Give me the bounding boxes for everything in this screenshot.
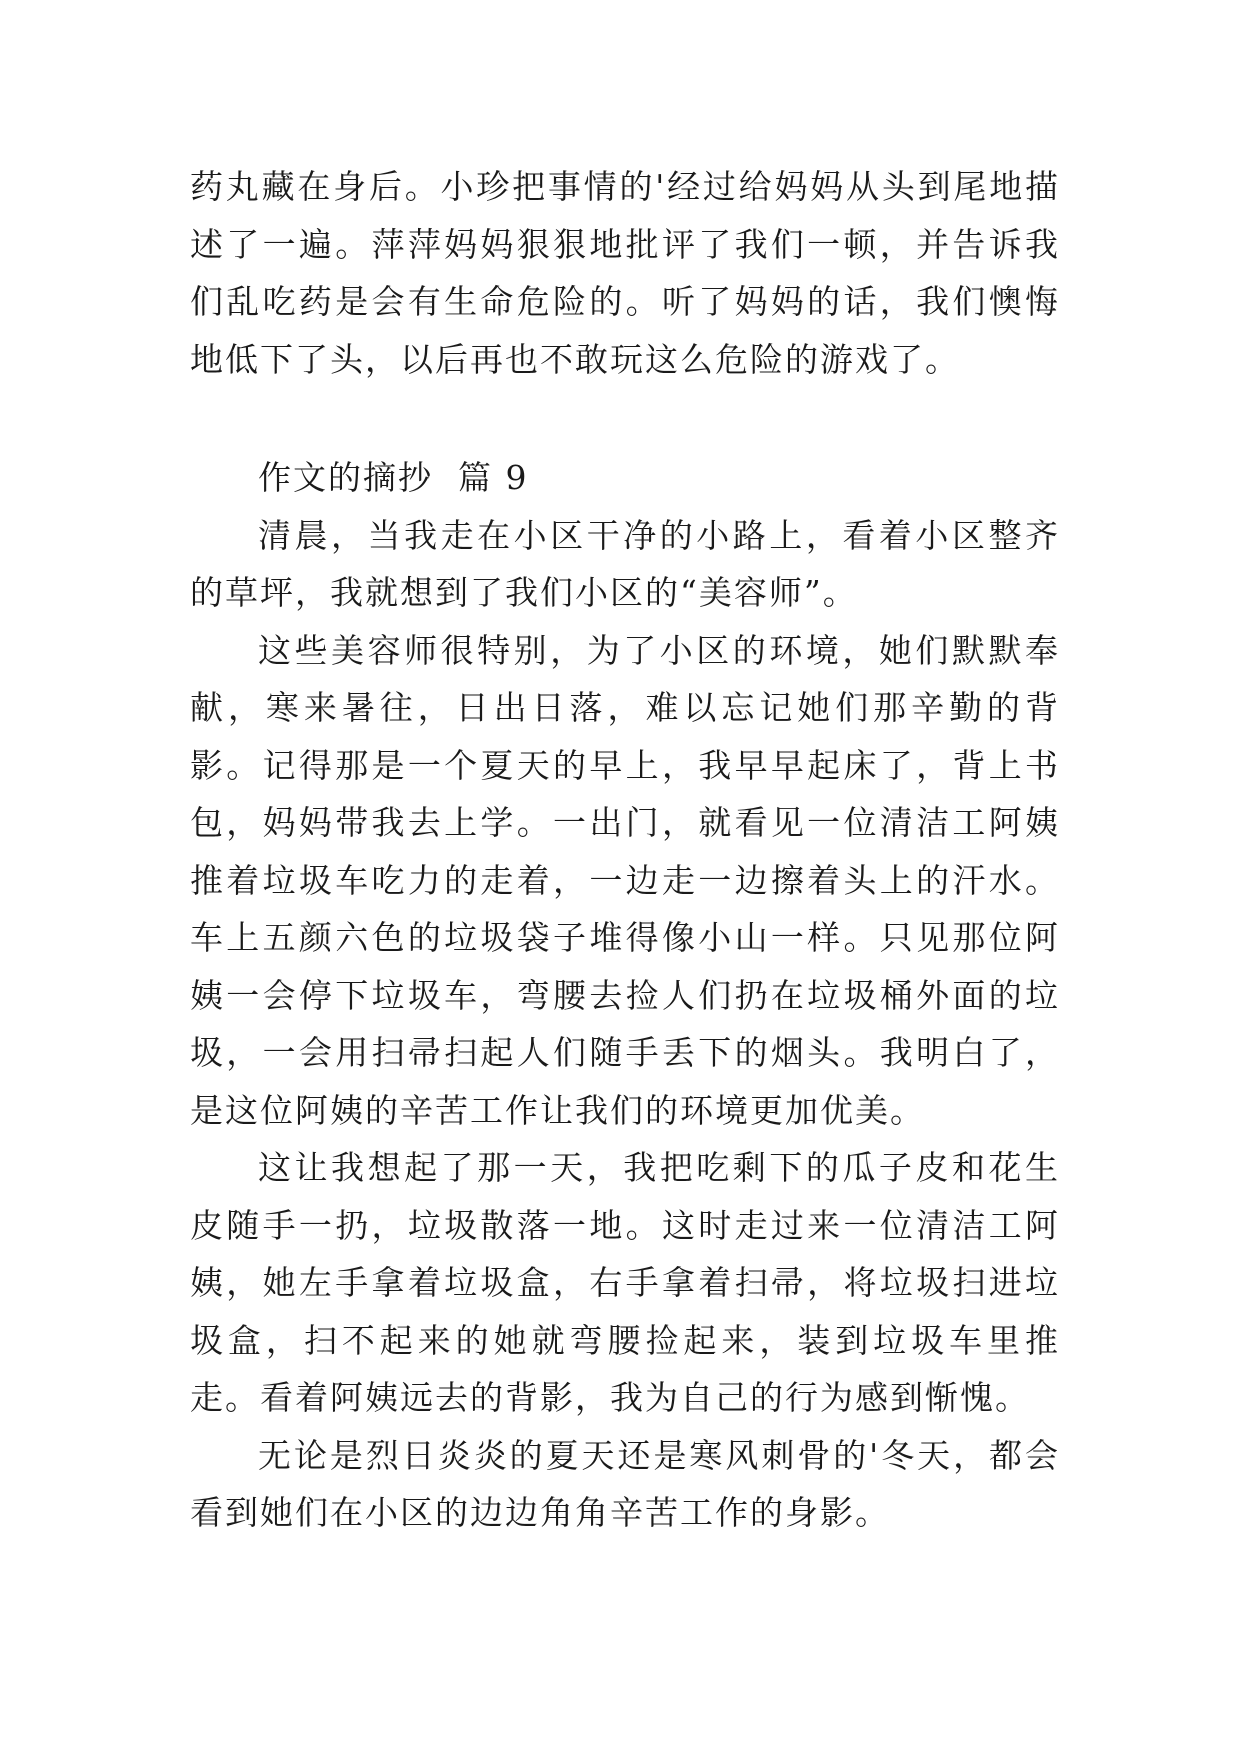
body-paragraph: 清晨，当我走在小区干净的小路上，看着小区整齐的草坪，我就想到了我们小区的“美容师”。 [190, 515, 1060, 612]
top-paragraph: 药丸藏在身后。小珍把事情的'经过给妈妈从头到尾地描述了一遍。萍萍妈妈狠狠地批评了我们一顿，并告诉我们乱吃药是会有生命危险的。听了妈妈的话，我们懊悔地低下了头，以后再也不敢玩这么危险的游戏了。 [190, 167, 1060, 379]
top-text-block [190, 158, 1060, 388]
section-heading: 作文的摘抄 篇 9 [258, 458, 529, 497]
body-paragraph: 无论是烈日炎炎的夏天还是寒风刺骨的'冬天，都会看到她们在小区的边边角角辛苦工作的身影。 [190, 1435, 1060, 1532]
body-paragraph: 这些美容师很特别，为了小区的环境，她们默默奉献，寒来暑往，日出日落，难以忘记她们那辛勤的背影。记得那是一个夏天的早上，我早早起床了，背上书包，妈妈带我去上学。一出门，就看见一位清洁工阿姨推着垃圾车吃力的走着，一边走一边擦着头上的汗水。车上五颜六色的垃圾袋子堆得像小山一样。只见那位阿姨一会停下垃圾车，弯腰去捡人们扔在垃圾桶外面的垃圾，一会用扫帚扫起人们随手丢下的烟头。我明白了，是这位阿姨的辛苦工作让我们的环境更加优美。 [190, 630, 1060, 1130]
essay-section [190, 449, 1060, 1542]
body-paragraph: 这让我想起了那一天，我把吃剩下的瓜子皮和花生皮随手一扔，垃圾散落一地。这时走过来一位清洁工阿姨，她左手拿着垃圾盒，右手拿着扫帚，将垃圾扫进垃圾盒，扫不起来的她就弯腰捡起来，装到垃圾车里推走。看着阿姨远去的背影，我为自己的行为感到惭愧。 [190, 1148, 1060, 1417]
